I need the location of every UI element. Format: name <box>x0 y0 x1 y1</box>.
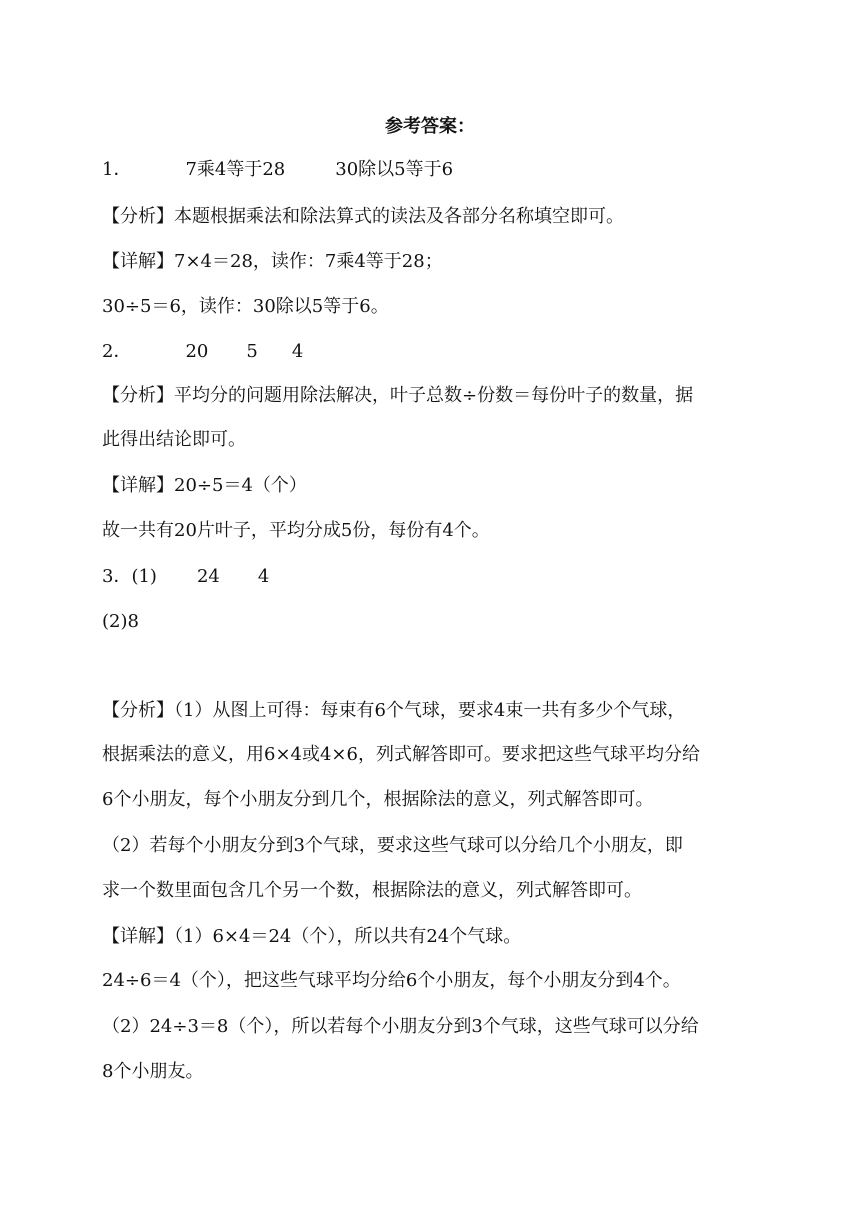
q1-answer-line <box>102 158 762 182</box>
q3-analysis-2: 根据乘法的意义，用6×4或4×6，列式解答即可。要求把这些气球平均分给 <box>102 744 700 765</box>
q1-number: 1． <box>102 159 132 180</box>
q2-answer-line <box>102 340 762 364</box>
q1-analysis: 【分析】本题根据乘法和除法算式的读法及各部分名称填空即可。 <box>102 206 624 227</box>
q3-number: 3．(1) <box>102 566 157 587</box>
page-title: 参考答案： <box>385 116 475 137</box>
q1-detail-1: 【详解】7×4＝28，读作：7乘4等于28； <box>102 251 443 272</box>
q2-number: 2． <box>102 341 132 362</box>
q3-answer-2: 4 <box>257 566 270 587</box>
q2-answer-3: 4 <box>291 341 304 362</box>
q1-answer-2: 30除以5等于6 <box>335 159 454 180</box>
q3-answer-1: 24 <box>196 566 220 587</box>
q3-analysis-4: （2）若每个小朋友分到3个气球，要求这些气球可以分给几个小朋友，即 <box>102 835 683 856</box>
q3-analysis-1: 【分析】（1）从图上可得：每束有6个气球，要求4束一共有多少个气球， <box>102 700 686 721</box>
q2-detail-2: 故一共有20片叶子，平均分成5份，每份有4个。 <box>102 520 490 541</box>
q3-detail-3: （2）24÷3＝8（个），所以若每个小朋友分到3个气球，这些气球可以分给 <box>102 1016 699 1037</box>
q3-detail-2: 24÷6＝4（个），把这些气球平均分给6个小朋友，每个小朋友分到4个。 <box>102 970 681 991</box>
q2-analysis-2: 此得出结论即可。 <box>102 429 246 450</box>
q3-answer-line <box>102 565 762 589</box>
q2-answer-2: 5 <box>246 341 258 362</box>
q3-analysis-5: 求一个数里面包含几个另一个数，根据除法的意义，列式解答即可。 <box>102 880 642 901</box>
q3-detail-1: 【详解】（1）6×4＝24（个），所以共有24个气球。 <box>102 926 522 947</box>
q2-answer-1: 20 <box>185 341 209 362</box>
q2-analysis-1: 【分析】平均分的问题用除法解决，叶子总数÷份数＝每份叶子的数量，据 <box>102 385 694 406</box>
q3-analysis-3: 6个小朋友，每个小朋友分到几个，根据除法的意义，列式解答即可。 <box>102 789 654 810</box>
q3-sub2-answer: (2)8 <box>102 611 139 632</box>
q2-detail-1: 【详解】20÷5＝4（个） <box>102 475 307 496</box>
q3-detail-4: 8个小朋友。 <box>102 1061 204 1082</box>
q1-detail-2: 30÷5＝6，读作：30除以5等于6。 <box>102 296 389 317</box>
q1-answer-1: 7乘4等于28 <box>185 159 286 180</box>
